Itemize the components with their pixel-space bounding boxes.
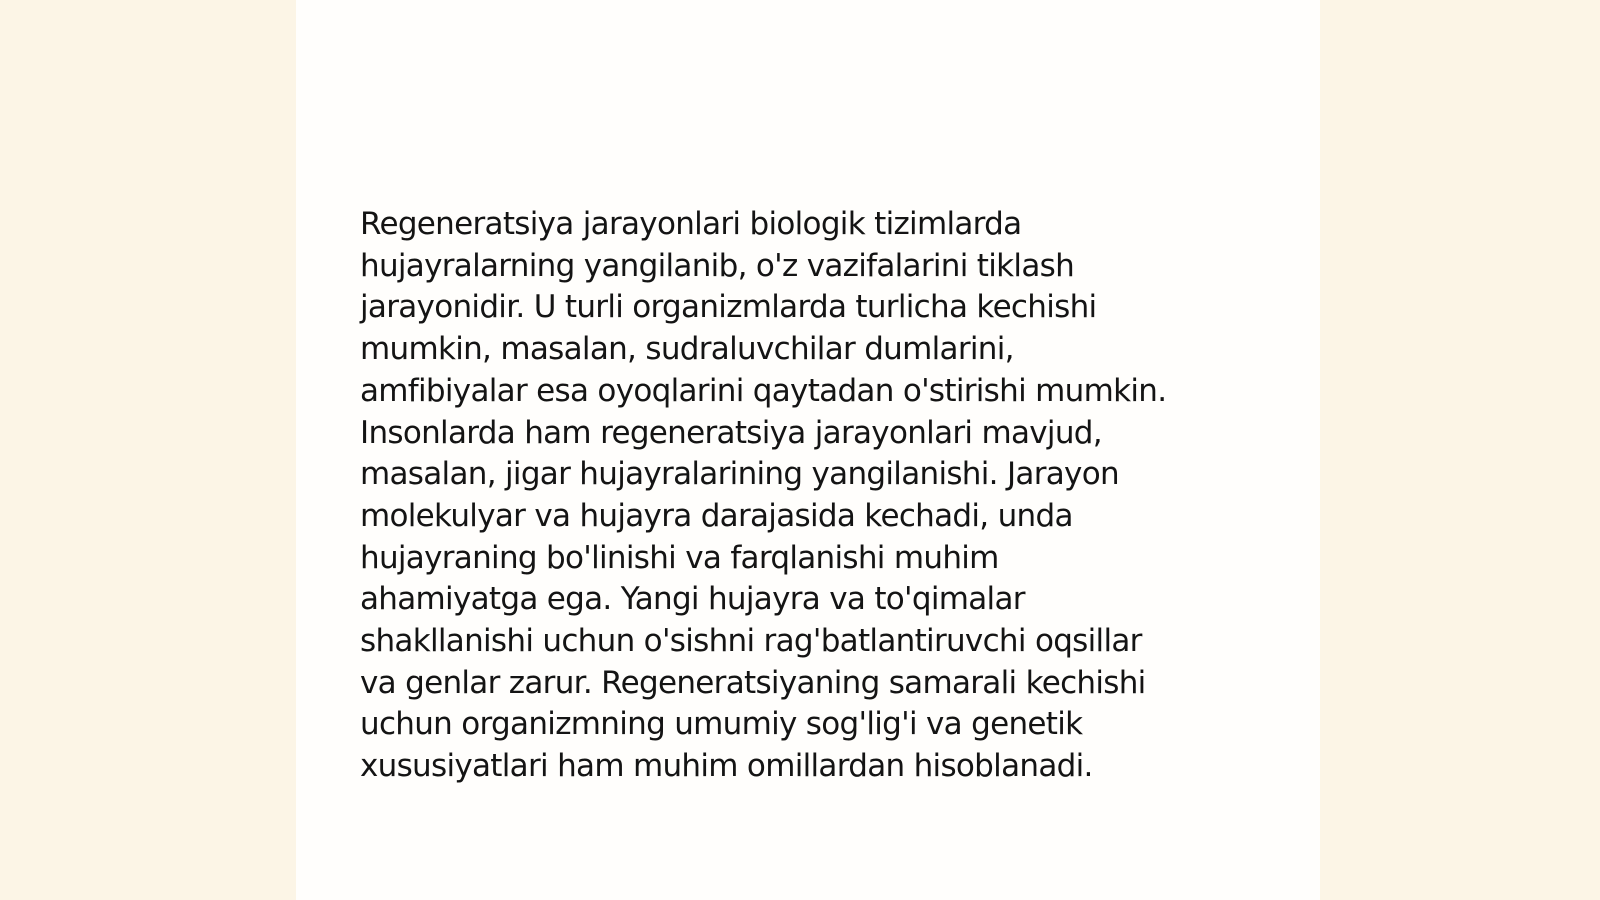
body-paragraph: Regeneratsiya jarayonlari biologik tizimlarda hujayralarning yangilanib, o'z vazifalarini tiklash jarayonidir. U turli organizmlarda turlicha kechishi mumkin, masalan, sudraluvchilar dumlarini, amfibiyalar esa oyoqlarini qaytadan o'stirishi mumkin. Insonlarda ham regeneratsiya jarayonlari mavjud, masalan, jigar hujayralarining yangilanishi. Jarayon molekulyar va hujayra darajasida kechadi, unda hujayraning bo'linishi va farqlanishi muhim ahamiyatga ega. Yangi hujayra va to'qimalar shakllanishi uchun o'sishni rag'batlantiruvchi oqsillar va genlar zarur. Regeneratsiyaning samarali kechishi uchun organizmning umumiy sog'lig'i va genetik xususiyatlari ham muhim omillardan hisoblanadi. xyxy=(360,206,1167,785)
document-page xyxy=(296,0,1320,900)
